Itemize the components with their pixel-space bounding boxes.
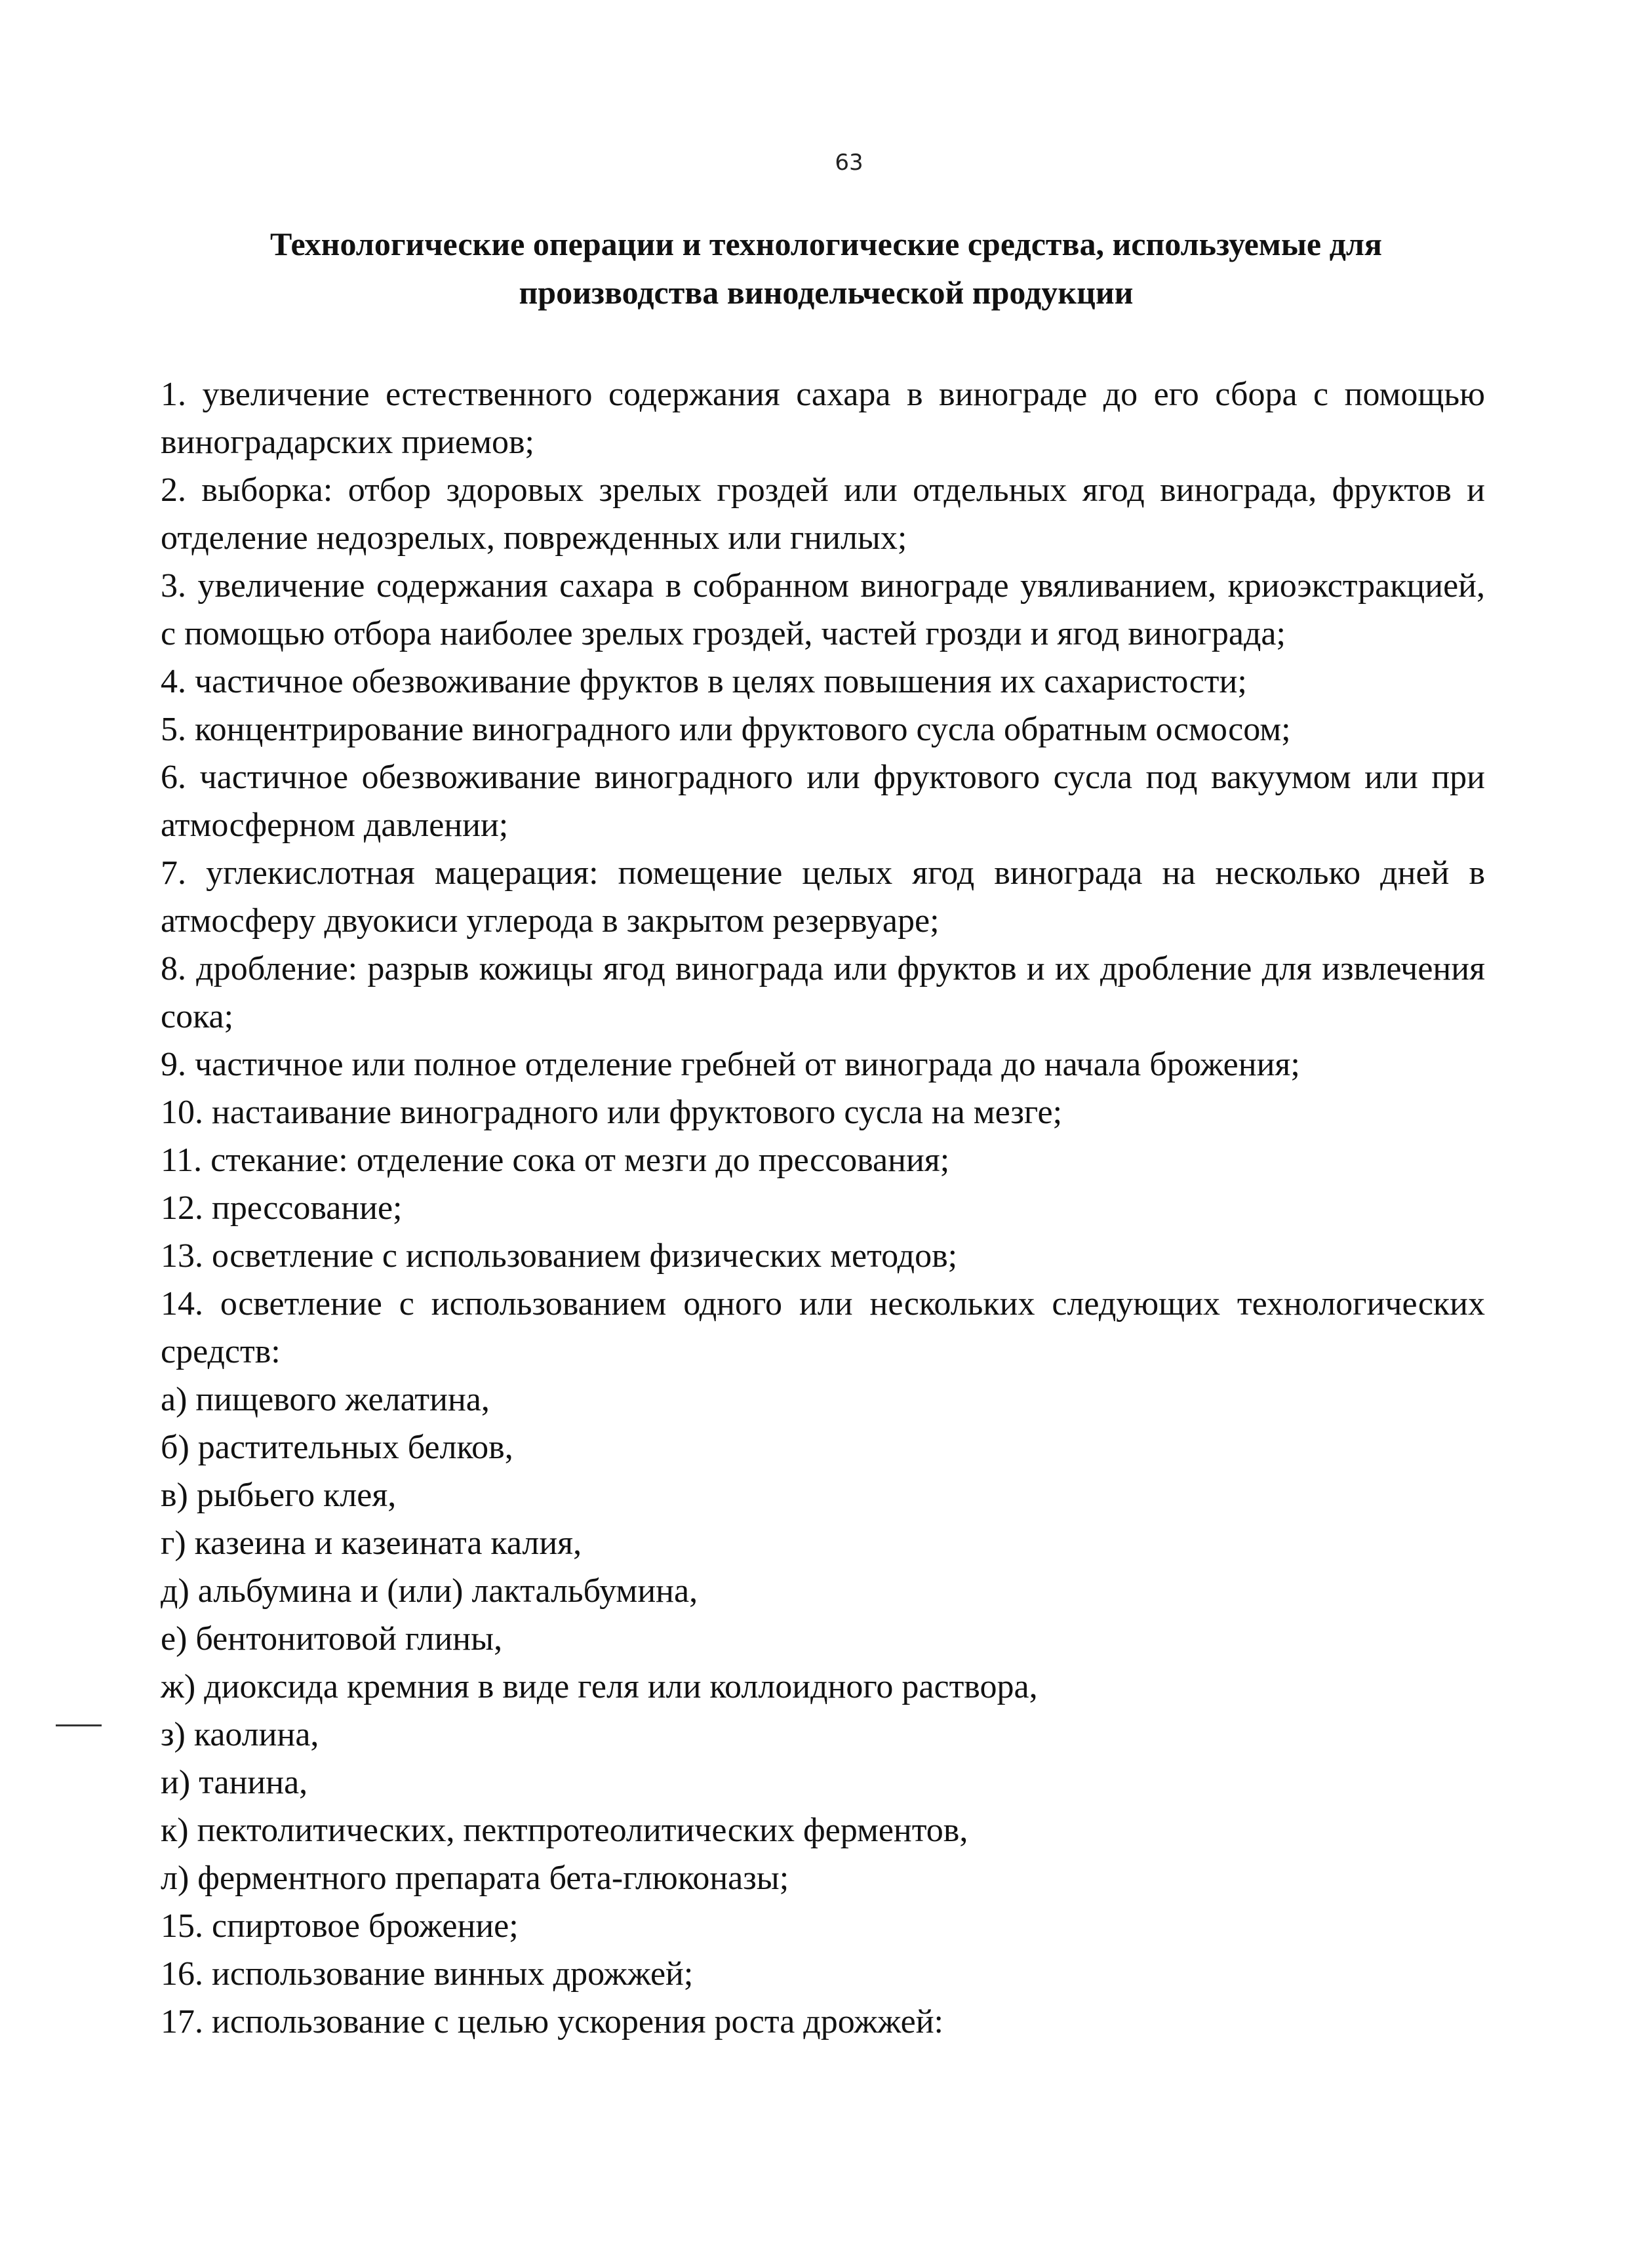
list-item: 4. частичное обезвоживание фруктов в целях повышения их сахаристости; — [161, 663, 1247, 700]
list-item: 8. дробление: разрыв кожицы ягод винограда или фруктов и их дробление для извлечения сока; — [161, 950, 1485, 1035]
sub-list-item: г) казеина и казеината калия, — [161, 1524, 582, 1562]
sub-list-item: з) каолина, — [161, 1716, 319, 1753]
list-item: 7. углекислотная мацерация: помещение целых ягод винограда на несколько дней в атмосферу двуокиси углерода в закрытом резервуаре; — [161, 854, 1485, 940]
sub-list-item: б) растительных белков, — [161, 1429, 513, 1466]
document-title — [157, 220, 1495, 317]
list-item: 15. спиртовое брожение; — [161, 1907, 519, 1945]
sub-list-item: е) бентонитовой глины, — [161, 1620, 503, 1658]
list-item: 9. частичное или полное отделение гребней от винограда до начала брожения; — [161, 1046, 1300, 1083]
sub-list-item: д) альбумина и (или) лактальбумина, — [161, 1572, 698, 1610]
list-item: 5. концентрирование виноградного или фруктового сусла обратным осмосом; — [161, 711, 1291, 748]
operations-list — [161, 370, 1485, 2046]
title-line-1: Технологические операции и технологические средства, используемые для — [270, 226, 1382, 262]
sub-list-item: и) танина, — [161, 1764, 308, 1801]
sub-list-item: а) пищевого желатина, — [161, 1381, 490, 1418]
list-item: 13. осветление с использованием физических методов; — [161, 1237, 958, 1275]
list-item: 3. увеличение содержания сахара в собранном винограде увяливанием, криоэкстракцией, с помощью отбора наиболее зрелых гроздей, частей грозди и ягод винограда; — [161, 567, 1485, 652]
list-item: 14. осветление с использованием одного или нескольких следующих технологических средств: — [161, 1285, 1485, 1370]
list-item: 17. использование с целью ускорения роста дрожжей: — [161, 2003, 943, 2040]
page-number: 63 — [835, 149, 863, 176]
list-item: 2. выборка: отбор здоровых зрелых гроздей или отдельных ягод винограда, фруктов и отделение недозрелых, поврежденных или гнилых; — [161, 471, 1485, 557]
list-item: 6. частичное обезвоживание виноградного или фруктового сусла под вакуумом или при атмосферном давлении; — [161, 759, 1485, 844]
list-item: 12. прессование; — [161, 1189, 403, 1227]
sub-list-item: к) пектолитических, пектпротеолитических ферментов, — [161, 1812, 968, 1849]
list-item: 11. стекание: отделение сока от мезги до прессования; — [161, 1142, 950, 1179]
sub-list-item: в) рыбьего клея, — [161, 1477, 397, 1514]
sub-list-item: л) ферментного препарата бета-глюконазы; — [161, 1860, 789, 1897]
list-item: 16. использование винных дрожжей; — [161, 1955, 694, 1993]
list-item: 1. увеличение естественного содержания сахара в винограде до его сбора с помощью виноградарских приемов; — [161, 376, 1485, 461]
margin-mark — [56, 1724, 102, 1726]
sub-list-item: ж) диоксида кремния в виде геля или коллоидного раствора, — [161, 1668, 1038, 1705]
title-line-2: производства винодельческой продукции — [519, 274, 1134, 311]
list-item: 10. настаивание виноградного или фруктового сусла на мезге; — [161, 1094, 1063, 1131]
